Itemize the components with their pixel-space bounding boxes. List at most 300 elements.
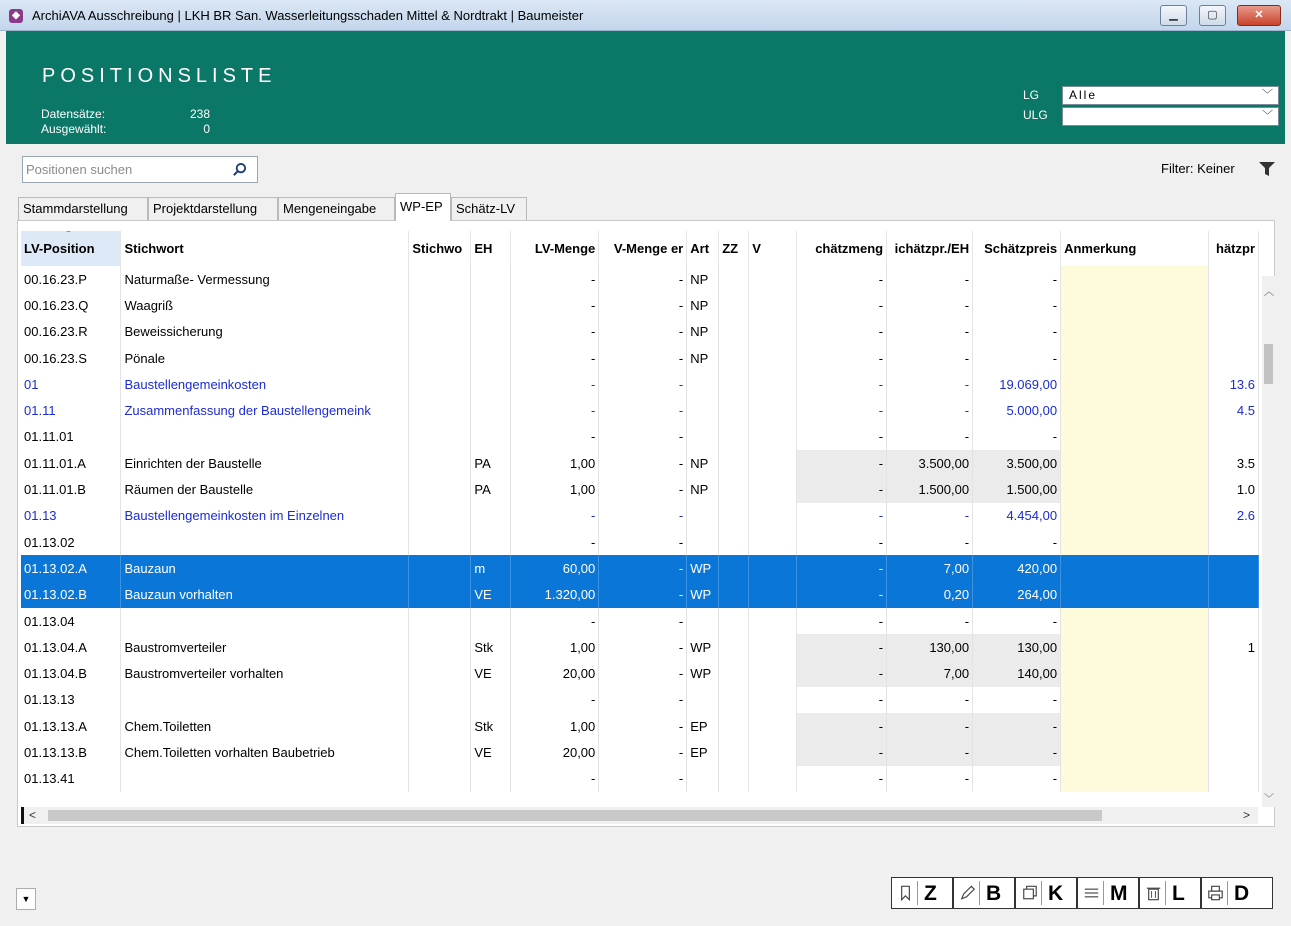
cell-zz[interactable] bbox=[719, 634, 749, 660]
cell-stichwort-2[interactable] bbox=[409, 713, 471, 739]
cell-stichwort-2[interactable] bbox=[409, 529, 471, 555]
cell-zz[interactable] bbox=[719, 266, 749, 292]
cell-schaetzpreis-2[interactable] bbox=[1208, 424, 1258, 450]
cell-schaetzpreis[interactable]: - bbox=[973, 292, 1061, 318]
cell-stichwort-2[interactable] bbox=[409, 608, 471, 634]
cell-schaetzpreis[interactable]: - bbox=[973, 266, 1061, 292]
cell-schaetzpreis-eh[interactable]: - bbox=[887, 739, 973, 765]
cell-schaetzpreis-eh[interactable]: 7,00 bbox=[887, 555, 973, 581]
table-row[interactable] bbox=[21, 450, 1259, 476]
table-row[interactable] bbox=[21, 397, 1259, 423]
cell-stichwort-2[interactable] bbox=[409, 660, 471, 686]
tab-stammdarstellung[interactable]: Stammdarstellung bbox=[18, 197, 148, 220]
cell-stichwort[interactable]: Einrichten der Baustelle bbox=[121, 450, 409, 476]
cell-schaetzmenge[interactable]: - bbox=[797, 529, 887, 555]
cell-lv-position[interactable]: 00.16.23.S bbox=[21, 345, 121, 371]
cell-art[interactable]: NP bbox=[687, 292, 719, 318]
cell-stichwort[interactable]: Baustellengemeinkosten im Einzelnen bbox=[121, 503, 409, 529]
cell-schaetzmenge[interactable]: - bbox=[797, 713, 887, 739]
cell-anmerkung[interactable] bbox=[1061, 292, 1209, 318]
cell-art[interactable] bbox=[687, 371, 719, 397]
cell-zz[interactable] bbox=[719, 503, 749, 529]
cell-lv-menge[interactable]: 1.320,00 bbox=[511, 582, 599, 608]
cell-v-menge[interactable]: - bbox=[599, 266, 687, 292]
cell-v-menge[interactable]: - bbox=[599, 687, 687, 713]
cell-schaetzpreis-eh[interactable]: - bbox=[887, 397, 973, 423]
cell-v[interactable] bbox=[749, 608, 797, 634]
column-header-anmerkung[interactable]: Anmerkung bbox=[1061, 231, 1209, 266]
cell-lv-menge[interactable]: - bbox=[511, 424, 599, 450]
cell-anmerkung[interactable] bbox=[1061, 397, 1209, 423]
cell-lv-menge[interactable]: 1,00 bbox=[511, 634, 599, 660]
tab-schaetz-lv[interactable]: Schätz-LV bbox=[451, 197, 527, 220]
cell-schaetzpreis-2[interactable] bbox=[1208, 687, 1258, 713]
cell-eh[interactable] bbox=[471, 345, 511, 371]
cell-eh[interactable] bbox=[471, 766, 511, 792]
cell-eh[interactable]: VE bbox=[471, 739, 511, 765]
table-row[interactable] bbox=[21, 424, 1259, 450]
cell-stichwort[interactable] bbox=[121, 608, 409, 634]
cell-lv-menge[interactable]: 20,00 bbox=[511, 660, 599, 686]
table-row[interactable] bbox=[21, 476, 1259, 502]
cell-eh[interactable]: Stk bbox=[471, 634, 511, 660]
cell-lv-position[interactable]: 01.11 bbox=[21, 397, 121, 423]
scroll-left-icon[interactable]: < bbox=[29, 808, 37, 822]
cell-lv-menge[interactable]: - bbox=[511, 292, 599, 318]
cell-lv-menge[interactable]: - bbox=[511, 503, 599, 529]
cell-eh[interactable]: Stk bbox=[471, 713, 511, 739]
cell-v[interactable] bbox=[749, 529, 797, 555]
cell-stichwort-2[interactable] bbox=[409, 450, 471, 476]
cell-zz[interactable] bbox=[719, 766, 749, 792]
table-row[interactable] bbox=[21, 266, 1259, 292]
cell-schaetzmenge[interactable]: - bbox=[797, 739, 887, 765]
cell-v-menge[interactable]: - bbox=[599, 371, 687, 397]
cell-lv-menge[interactable]: - bbox=[511, 608, 599, 634]
cell-schaetzmenge[interactable]: - bbox=[797, 292, 887, 318]
cell-anmerkung[interactable] bbox=[1061, 634, 1209, 660]
scroll-down-icon[interactable]: ﹀ bbox=[1264, 794, 1274, 805]
cell-eh[interactable] bbox=[471, 292, 511, 318]
ulg-select[interactable] bbox=[1062, 107, 1279, 126]
cell-art[interactable] bbox=[687, 608, 719, 634]
table-row[interactable] bbox=[21, 555, 1259, 581]
cell-art[interactable] bbox=[687, 503, 719, 529]
cell-lv-menge[interactable]: 20,00 bbox=[511, 739, 599, 765]
cell-stichwort[interactable]: Baustromverteiler bbox=[121, 634, 409, 660]
cell-lv-menge[interactable]: - bbox=[511, 529, 599, 555]
cell-zz[interactable] bbox=[719, 713, 749, 739]
cell-v-menge[interactable]: - bbox=[599, 476, 687, 502]
cell-lv-position[interactable]: 01.13.02 bbox=[21, 529, 121, 555]
cell-stichwort[interactable]: Waagriß bbox=[121, 292, 409, 318]
table-row[interactable] bbox=[21, 529, 1259, 555]
cell-zz[interactable] bbox=[719, 739, 749, 765]
cell-v[interactable] bbox=[749, 687, 797, 713]
cell-stichwort-2[interactable] bbox=[409, 397, 471, 423]
cell-schaetzpreis[interactable]: - bbox=[973, 529, 1061, 555]
cell-schaetzpreis-eh[interactable]: - bbox=[887, 503, 973, 529]
cell-v-menge[interactable]: - bbox=[599, 424, 687, 450]
cell-schaetzpreis-eh[interactable]: - bbox=[887, 766, 973, 792]
cell-v[interactable] bbox=[749, 424, 797, 450]
cell-schaetzmenge[interactable]: - bbox=[797, 766, 887, 792]
cell-schaetzmenge[interactable]: - bbox=[797, 345, 887, 371]
cell-v[interactable] bbox=[749, 660, 797, 686]
cell-eh[interactable]: m bbox=[471, 555, 511, 581]
cell-eh[interactable] bbox=[471, 687, 511, 713]
cell-schaetzmenge[interactable]: - bbox=[797, 582, 887, 608]
cell-lv-menge[interactable]: - bbox=[511, 319, 599, 345]
cell-schaetzmenge[interactable]: - bbox=[797, 371, 887, 397]
cell-schaetzpreis-2[interactable] bbox=[1208, 319, 1258, 345]
tab-projektdarstellung[interactable]: Projektdarstellung bbox=[148, 197, 278, 220]
cell-schaetzmenge[interactable]: - bbox=[797, 687, 887, 713]
cell-anmerkung[interactable] bbox=[1061, 739, 1209, 765]
cell-zz[interactable] bbox=[719, 687, 749, 713]
cell-eh[interactable] bbox=[471, 397, 511, 423]
column-header-schaetzpreis[interactable]: Schätzpreis bbox=[973, 231, 1061, 266]
cell-stichwort-2[interactable] bbox=[409, 371, 471, 397]
cell-schaetzpreis-eh[interactable]: - bbox=[887, 608, 973, 634]
cell-schaetzpreis-2[interactable]: 4.5 bbox=[1208, 397, 1258, 423]
cell-schaetzmenge[interactable]: - bbox=[797, 503, 887, 529]
cell-lv-menge[interactable]: 60,00 bbox=[511, 555, 599, 581]
cell-art[interactable] bbox=[687, 687, 719, 713]
cell-eh[interactable] bbox=[471, 319, 511, 345]
column-header-schaetzpreis-2[interactable]: hätzpr bbox=[1208, 231, 1258, 266]
cell-lv-position[interactable]: 01.11.01.A bbox=[21, 450, 121, 476]
cell-anmerkung[interactable] bbox=[1061, 503, 1209, 529]
cell-stichwort[interactable]: Baustellengemeinkosten bbox=[121, 371, 409, 397]
cell-schaetzpreis-eh[interactable]: 7,00 bbox=[887, 660, 973, 686]
cell-schaetzpreis-eh[interactable]: 3.500,00 bbox=[887, 450, 973, 476]
cell-stichwort-2[interactable] bbox=[409, 345, 471, 371]
cell-schaetzpreis-eh[interactable]: 130,00 bbox=[887, 634, 973, 660]
cell-lv-position[interactable]: 01.13 bbox=[21, 503, 121, 529]
cell-eh[interactable] bbox=[471, 608, 511, 634]
cell-lv-position[interactable]: 01.11.01.B bbox=[21, 476, 121, 502]
cell-art[interactable]: NP bbox=[687, 266, 719, 292]
cell-schaetzmenge[interactable]: - bbox=[797, 319, 887, 345]
cell-eh[interactable] bbox=[471, 266, 511, 292]
cell-anmerkung[interactable] bbox=[1061, 555, 1209, 581]
cell-schaetzpreis[interactable]: - bbox=[973, 687, 1061, 713]
cell-eh[interactable]: PA bbox=[471, 450, 511, 476]
cell-stichwort[interactable] bbox=[121, 766, 409, 792]
cell-stichwort[interactable]: Bauzaun vorhalten bbox=[121, 582, 409, 608]
cell-schaetzpreis-2[interactable] bbox=[1208, 660, 1258, 686]
cell-schaetzpreis-2[interactable]: 3.5 bbox=[1208, 450, 1258, 476]
cell-stichwort[interactable]: Chem.Toiletten vorhalten Baubetrieb bbox=[121, 739, 409, 765]
cell-anmerkung[interactable] bbox=[1061, 529, 1209, 555]
filter-icon[interactable] bbox=[1259, 162, 1275, 176]
cell-zz[interactable] bbox=[719, 450, 749, 476]
cell-schaetzpreis[interactable]: - bbox=[973, 739, 1061, 765]
cell-anmerkung[interactable] bbox=[1061, 476, 1209, 502]
cell-zz[interactable] bbox=[719, 529, 749, 555]
cell-schaetzpreis[interactable]: 3.500,00 bbox=[973, 450, 1061, 476]
cell-v-menge[interactable]: - bbox=[599, 660, 687, 686]
cell-eh[interactable]: VE bbox=[471, 660, 511, 686]
cell-v-menge[interactable]: - bbox=[599, 634, 687, 660]
cell-lv-menge[interactable]: - bbox=[511, 687, 599, 713]
cell-schaetzmenge[interactable]: - bbox=[797, 397, 887, 423]
cell-eh[interactable] bbox=[471, 503, 511, 529]
cell-v[interactable] bbox=[749, 266, 797, 292]
cell-lv-position[interactable]: 01.11.01 bbox=[21, 424, 121, 450]
cell-art[interactable] bbox=[687, 766, 719, 792]
cell-stichwort-2[interactable] bbox=[409, 766, 471, 792]
cell-zz[interactable] bbox=[719, 608, 749, 634]
cell-zz[interactable] bbox=[719, 345, 749, 371]
column-header-art[interactable]: Art bbox=[687, 231, 719, 266]
print-button[interactable] bbox=[1201, 877, 1273, 909]
cell-v[interactable] bbox=[749, 397, 797, 423]
cell-schaetzpreis-2[interactable]: 1.0 bbox=[1208, 476, 1258, 502]
cell-art[interactable]: EP bbox=[687, 713, 719, 739]
cell-lv-position[interactable]: 01.13.13.B bbox=[21, 739, 121, 765]
cell-schaetzpreis-2[interactable] bbox=[1208, 292, 1258, 318]
cell-zz[interactable] bbox=[719, 292, 749, 318]
cell-v[interactable] bbox=[749, 766, 797, 792]
column-header-schaetzpreis-eh[interactable]: ichätzpr./EH bbox=[887, 231, 973, 266]
cell-v-menge[interactable]: - bbox=[599, 582, 687, 608]
cell-zz[interactable] bbox=[719, 582, 749, 608]
cell-zz[interactable] bbox=[719, 424, 749, 450]
cell-v[interactable] bbox=[749, 476, 797, 502]
column-header-lv-position[interactable]: ▲ LV-Position bbox=[21, 231, 121, 266]
vertical-scrollbar[interactable] bbox=[1262, 276, 1275, 807]
cell-lv-menge[interactable]: - bbox=[511, 266, 599, 292]
cell-eh[interactable]: VE bbox=[471, 582, 511, 608]
table-row[interactable] bbox=[21, 371, 1259, 397]
cell-art[interactable]: WP bbox=[687, 634, 719, 660]
cell-lv-position[interactable]: 01.13.04 bbox=[21, 608, 121, 634]
table-row[interactable] bbox=[21, 739, 1259, 765]
cell-stichwort[interactable] bbox=[121, 687, 409, 713]
column-header-stichwort-2[interactable]: Stichwo bbox=[409, 231, 471, 266]
cell-schaetzpreis-eh[interactable]: - bbox=[887, 319, 973, 345]
cell-stichwort-2[interactable] bbox=[409, 582, 471, 608]
cell-anmerkung[interactable] bbox=[1061, 266, 1209, 292]
table-row[interactable] bbox=[21, 713, 1259, 739]
column-header-lv-menge[interactable]: LV-Menge bbox=[511, 231, 599, 266]
cell-schaetzpreis-eh[interactable]: 1.500,00 bbox=[887, 476, 973, 502]
table-row[interactable] bbox=[21, 345, 1259, 371]
cell-lv-menge[interactable]: - bbox=[511, 371, 599, 397]
cell-art[interactable]: WP bbox=[687, 660, 719, 686]
cell-v-menge[interactable]: - bbox=[599, 345, 687, 371]
cell-schaetzpreis-2[interactable] bbox=[1208, 582, 1258, 608]
cell-v-menge[interactable]: - bbox=[599, 766, 687, 792]
cell-schaetzpreis[interactable]: - bbox=[973, 319, 1061, 345]
column-header-stichwort[interactable]: Stichwort bbox=[121, 231, 409, 266]
minimize-button[interactable]: ▁ bbox=[1160, 5, 1187, 26]
cell-art[interactable]: WP bbox=[687, 555, 719, 581]
cell-zz[interactable] bbox=[719, 660, 749, 686]
cell-art[interactable]: NP bbox=[687, 476, 719, 502]
cell-schaetzpreis[interactable]: 264,00 bbox=[973, 582, 1061, 608]
cell-art[interactable] bbox=[687, 397, 719, 423]
cell-lv-menge[interactable]: 1,00 bbox=[511, 713, 599, 739]
cell-art[interactable]: NP bbox=[687, 319, 719, 345]
cell-v-menge[interactable]: - bbox=[599, 608, 687, 634]
cell-schaetzpreis[interactable]: - bbox=[973, 713, 1061, 739]
table-row[interactable] bbox=[21, 634, 1259, 660]
cell-stichwort[interactable]: Räumen der Baustelle bbox=[121, 476, 409, 502]
cell-lv-position[interactable]: 00.16.23.Q bbox=[21, 292, 121, 318]
cell-anmerkung[interactable] bbox=[1061, 608, 1209, 634]
cell-v[interactable] bbox=[749, 345, 797, 371]
cell-stichwort-2[interactable] bbox=[409, 555, 471, 581]
cell-schaetzpreis[interactable]: 1.500,00 bbox=[973, 476, 1061, 502]
cell-lv-position[interactable]: 01.13.04.B bbox=[21, 660, 121, 686]
bookmark-button[interactable] bbox=[891, 877, 953, 909]
cell-v[interactable] bbox=[749, 634, 797, 660]
close-button[interactable]: ✕ bbox=[1237, 5, 1281, 26]
cell-schaetzpreis-2[interactable] bbox=[1208, 345, 1258, 371]
cell-schaetzmenge[interactable]: - bbox=[797, 476, 887, 502]
column-header-schaetzmenge[interactable]: chätzmeng bbox=[797, 231, 887, 266]
cell-schaetzpreis[interactable]: - bbox=[973, 766, 1061, 792]
cell-schaetzpreis-2[interactable]: 1 bbox=[1208, 634, 1258, 660]
edit-button[interactable] bbox=[953, 877, 1015, 909]
cell-stichwort-2[interactable] bbox=[409, 634, 471, 660]
cell-anmerkung[interactable] bbox=[1061, 371, 1209, 397]
cell-art[interactable]: WP bbox=[687, 582, 719, 608]
cell-schaetzpreis-eh[interactable]: - bbox=[887, 292, 973, 318]
table-row[interactable] bbox=[21, 687, 1259, 713]
search-icon[interactable] bbox=[232, 162, 247, 177]
cell-stichwort-2[interactable] bbox=[409, 687, 471, 713]
cell-anmerkung[interactable] bbox=[1061, 345, 1209, 371]
table-row[interactable] bbox=[21, 319, 1259, 345]
table-row[interactable] bbox=[21, 582, 1259, 608]
cell-stichwort[interactable]: Zusammenfassung der Baustellengemeink bbox=[121, 397, 409, 423]
cell-schaetzpreis-eh[interactable]: - bbox=[887, 266, 973, 292]
cell-stichwort[interactable]: Chem.Toiletten bbox=[121, 713, 409, 739]
cell-schaetzpreis-eh[interactable]: - bbox=[887, 345, 973, 371]
cell-schaetzpreis-eh[interactable]: - bbox=[887, 713, 973, 739]
cell-lv-menge[interactable]: 1,00 bbox=[511, 476, 599, 502]
cell-anmerkung[interactable] bbox=[1061, 687, 1209, 713]
cell-v-menge[interactable]: - bbox=[599, 503, 687, 529]
cell-art[interactable] bbox=[687, 424, 719, 450]
cell-schaetzpreis[interactable]: - bbox=[973, 424, 1061, 450]
cell-stichwort-2[interactable] bbox=[409, 292, 471, 318]
cell-schaetzpreis-2[interactable] bbox=[1208, 555, 1258, 581]
cell-v[interactable] bbox=[749, 292, 797, 318]
cell-lv-menge[interactable]: - bbox=[511, 766, 599, 792]
cell-schaetzmenge[interactable]: - bbox=[797, 660, 887, 686]
cell-lv-position[interactable]: 01.13.02.B bbox=[21, 582, 121, 608]
cell-stichwort-2[interactable] bbox=[409, 319, 471, 345]
column-header-v-menge[interactable]: V-Menge er bbox=[599, 231, 687, 266]
column-header-eh[interactable]: EH bbox=[471, 231, 511, 266]
cell-stichwort[interactable]: Baustromverteiler vorhalten bbox=[121, 660, 409, 686]
cell-v-menge[interactable]: - bbox=[599, 739, 687, 765]
cell-schaetzpreis[interactable]: 140,00 bbox=[973, 660, 1061, 686]
cell-eh[interactable] bbox=[471, 529, 511, 555]
cell-schaetzmenge[interactable]: - bbox=[797, 424, 887, 450]
cell-v[interactable] bbox=[749, 739, 797, 765]
cell-lv-position[interactable]: 01.13.02.A bbox=[21, 555, 121, 581]
cell-lv-position[interactable]: 01.13.41 bbox=[21, 766, 121, 792]
cell-schaetzpreis-2[interactable] bbox=[1208, 766, 1258, 792]
column-header-v[interactable]: V bbox=[749, 231, 797, 266]
cell-schaetzpreis-2[interactable]: 2.6 bbox=[1208, 503, 1258, 529]
lg-select[interactable] bbox=[1062, 86, 1279, 105]
horizontal-scrollbar[interactable] bbox=[21, 807, 1258, 824]
cell-eh[interactable] bbox=[471, 424, 511, 450]
delete-button[interactable] bbox=[1139, 877, 1201, 909]
scroll-up-icon[interactable]: ︿ bbox=[1264, 287, 1274, 298]
cell-v[interactable] bbox=[749, 503, 797, 529]
cell-schaetzmenge[interactable]: - bbox=[797, 450, 887, 476]
cell-v[interactable] bbox=[749, 371, 797, 397]
cell-lv-menge[interactable]: 1,00 bbox=[511, 450, 599, 476]
cell-schaetzpreis-2[interactable] bbox=[1208, 529, 1258, 555]
table-row[interactable] bbox=[21, 292, 1259, 318]
cell-schaetzpreis-2[interactable] bbox=[1208, 266, 1258, 292]
cell-lv-position[interactable]: 01 bbox=[21, 371, 121, 397]
table-row[interactable] bbox=[21, 766, 1259, 792]
cell-v[interactable] bbox=[749, 319, 797, 345]
cell-v-menge[interactable]: - bbox=[599, 555, 687, 581]
cell-eh[interactable]: PA bbox=[471, 476, 511, 502]
cell-v[interactable] bbox=[749, 582, 797, 608]
cell-schaetzpreis-2[interactable] bbox=[1208, 739, 1258, 765]
cell-art[interactable]: NP bbox=[687, 450, 719, 476]
maximize-button[interactable]: ▢ bbox=[1199, 5, 1226, 26]
cell-zz[interactable] bbox=[719, 371, 749, 397]
cell-zz[interactable] bbox=[719, 397, 749, 423]
cell-schaetzpreis-2[interactable] bbox=[1208, 713, 1258, 739]
cell-schaetzpreis-eh[interactable]: - bbox=[887, 371, 973, 397]
cell-eh[interactable] bbox=[471, 371, 511, 397]
cell-lv-menge[interactable]: - bbox=[511, 345, 599, 371]
cell-art[interactable] bbox=[687, 529, 719, 555]
cell-v-menge[interactable]: - bbox=[599, 529, 687, 555]
cell-lv-position[interactable]: 00.16.23.P bbox=[21, 266, 121, 292]
search-input[interactable] bbox=[22, 156, 258, 183]
vertical-scroll-thumb[interactable] bbox=[1264, 344, 1273, 384]
cell-schaetzpreis-2[interactable]: 13.6 bbox=[1208, 371, 1258, 397]
cell-schaetzmenge[interactable]: - bbox=[797, 608, 887, 634]
cell-stichwort-2[interactable] bbox=[409, 476, 471, 502]
cell-anmerkung[interactable] bbox=[1061, 766, 1209, 792]
cell-schaetzpreis-2[interactable] bbox=[1208, 608, 1258, 634]
table-row[interactable] bbox=[21, 608, 1259, 634]
cell-lv-position[interactable]: 01.13.04.A bbox=[21, 634, 121, 660]
cell-schaetzpreis[interactable]: 4.454,00 bbox=[973, 503, 1061, 529]
cell-zz[interactable] bbox=[719, 476, 749, 502]
cell-zz[interactable] bbox=[719, 555, 749, 581]
copy-button[interactable] bbox=[1015, 877, 1077, 909]
cell-schaetzmenge[interactable]: - bbox=[797, 555, 887, 581]
cell-schaetzpreis[interactable]: 5.000,00 bbox=[973, 397, 1061, 423]
cell-schaetzpreis[interactable]: - bbox=[973, 608, 1061, 634]
horizontal-scroll-thumb[interactable] bbox=[48, 810, 1102, 821]
scroll-right-icon[interactable]: > bbox=[1242, 808, 1250, 822]
cell-v-menge[interactable]: - bbox=[599, 397, 687, 423]
tab-mengeneingabe[interactable]: Mengeneingabe bbox=[278, 197, 395, 220]
expand-dropdown-button[interactable]: ▼ bbox=[16, 888, 36, 910]
cell-art[interactable]: EP bbox=[687, 739, 719, 765]
cell-schaetzmenge[interactable]: - bbox=[797, 266, 887, 292]
cell-v[interactable] bbox=[749, 450, 797, 476]
